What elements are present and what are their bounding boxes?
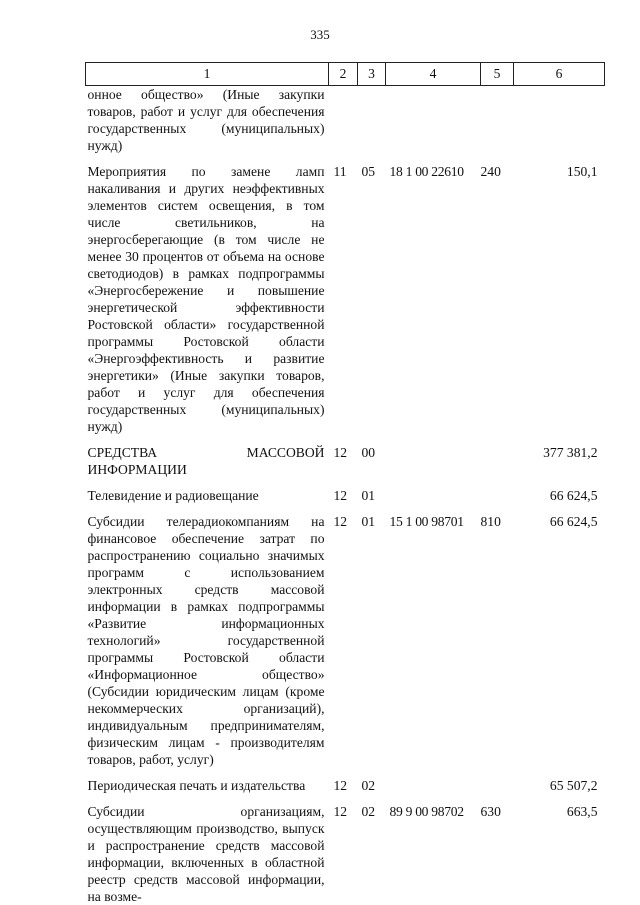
row-expense-type [481,435,514,478]
row-subsection: 02 [361,804,376,819]
header-col-1: 1 [86,63,329,86]
row-expense-type: 810 [480,514,501,529]
row-target [386,478,481,504]
header-col-3: 3 [358,63,386,86]
row-amount: 66 624,5 [549,488,598,503]
row-target: 89 9 00 98702 [389,804,464,819]
row-name: Телевидение и радиовещание [87,488,259,503]
row-amount: 66 624,5 [549,514,598,529]
row-expense-type: 240 [480,164,501,179]
page-number: 335 [310,27,330,42]
row-section: 12 [333,778,348,793]
table-row [86,154,605,435]
row-amount [514,86,605,155]
row-subsection: 05 [361,164,376,179]
budget-table [85,62,605,905]
row-amount: 150,1 [566,164,598,179]
row-subsection: 01 [361,514,376,529]
header-col-4: 4 [386,63,481,86]
row-amount: 65 507,2 [549,778,598,793]
header-col-6: 6 [514,63,605,86]
row-expense-type: 630 [480,804,501,819]
row-target: 18 1 00 22610 [389,164,464,179]
row-section [329,86,358,155]
row-target: 15 1 00 98701 [389,514,464,529]
row-target [386,86,481,155]
row-section: 12 [333,488,348,503]
row-expense-type [481,768,514,794]
row-amount: 377 381,2 [543,445,598,460]
header-col-5: 5 [481,63,514,86]
row-subsection: 00 [361,445,376,460]
row-name: Субсидии организациям, осуществляющим производство, выпуск и распространение средств массовой информации, включенных в областной реестр средств массовой информации, на возме- [87,804,325,904]
row-expense-type [481,478,514,504]
header-row [86,63,605,86]
table-header [86,63,605,86]
table-row [86,768,605,794]
row-amount: 663,5 [566,804,598,819]
row-section: 12 [333,445,348,460]
row-name: онное общество» (Иные закупки товаров, работ и услуг для обеспечения государственных (муниципальных) нужд) [87,87,325,153]
row-section: 11 [333,164,347,179]
row-name: Периодическая печать и издательства [87,778,306,793]
row-name: Мероприятия по замене ламп накаливания и других неэффективных элементов систем освещения, в том числе светильников, на энергосберегающие (в том числе не менее 30 процентов от объема на основе светодиодов) в рамках подпрограммы «Энергосбережение и повышение энергетической эффективности Ростовской области» государственной программы Ростовской области «Энергоэффективность и развитие энергетики» (Иные закупки товаров, работ и услуг для обеспечения государственных (муниципальных) нужд) [87,164,325,434]
row-name: Субсидии телерадиокомпаниям на финансовое обеспечение затрат по распространению социально значимых программ с использованием электронных средств массовой информации в рамках подпрограммы «Развитие информационных технологий» государственной программы Ростовской области «Информационное общество» (Субсидии юридическим лицам (кроме некоммерческих организаций), индивидуальным предпринимателям, физическим лицам - производителям товаров, работ, услуг) [87,514,325,767]
header-col-2: 2 [329,63,358,86]
table-row [86,504,605,768]
row-section: 12 [333,514,348,529]
table-row [86,86,605,155]
row-subsection: 02 [361,778,376,793]
row-target [386,768,481,794]
table-row [86,794,605,905]
table-row [86,478,605,504]
row-subsection [358,86,386,155]
table-row [86,435,605,478]
row-name: СРЕДСТВА МАССОВОЙ ИНФОРМАЦИИ [87,445,325,477]
row-subsection: 01 [361,488,376,503]
row-section: 12 [333,804,348,819]
row-target [386,435,481,478]
table-body [86,86,605,905]
row-expense-type [481,86,514,155]
